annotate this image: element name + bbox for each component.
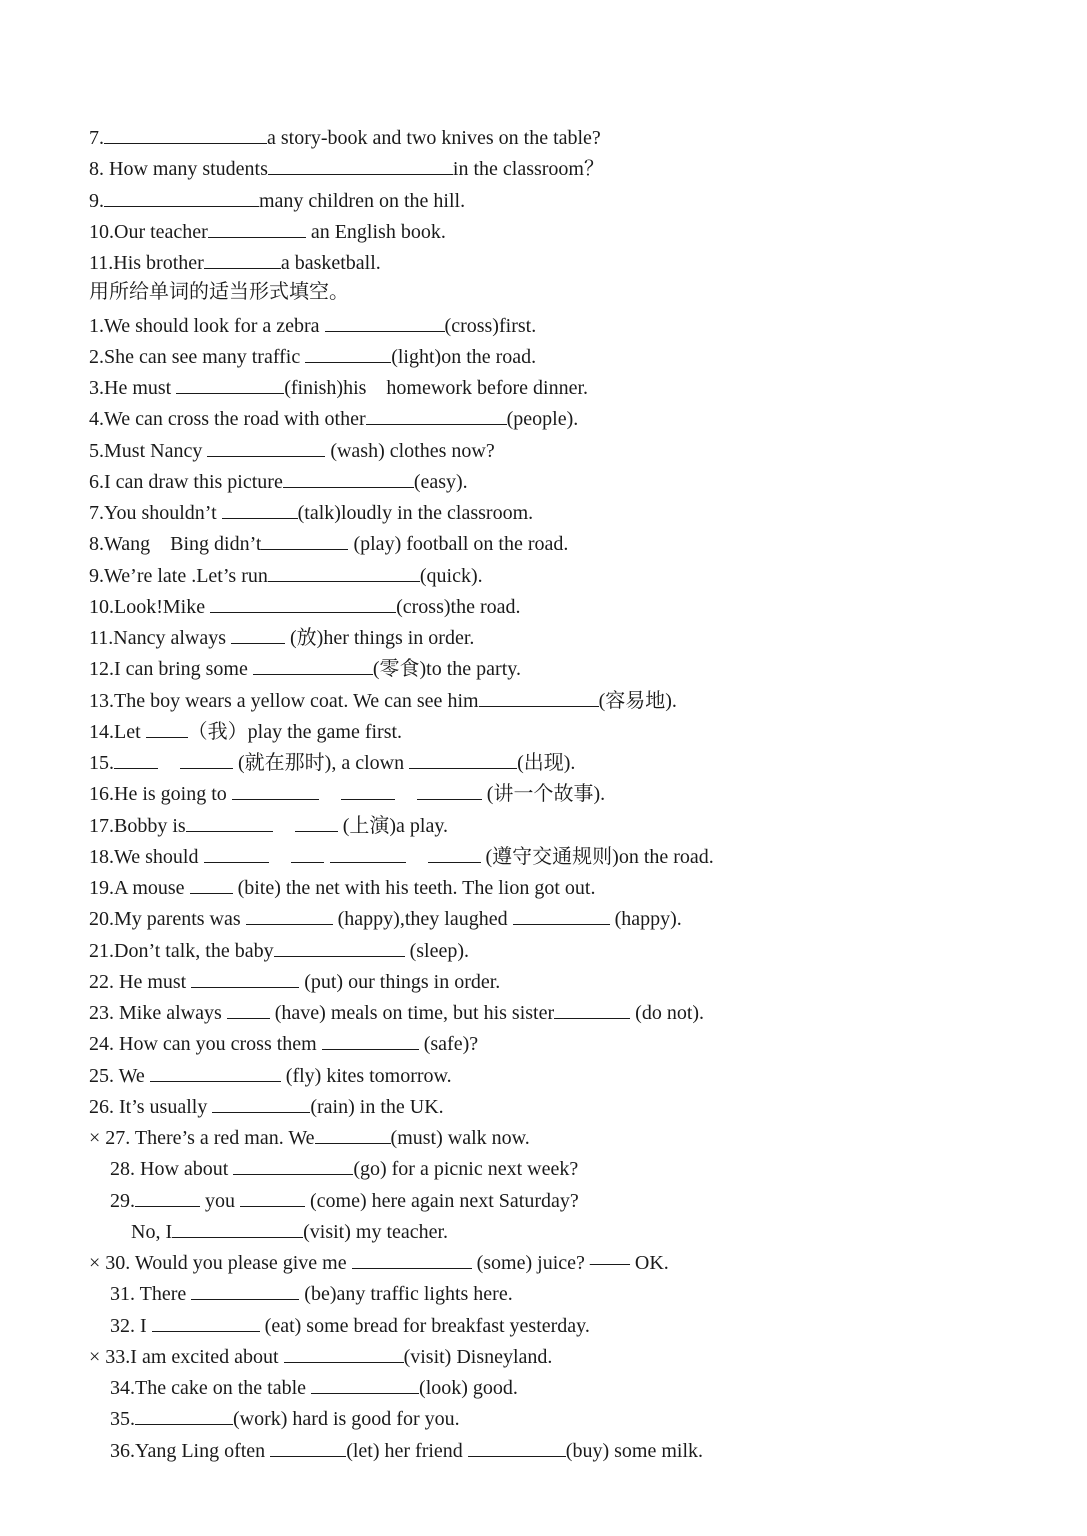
answer-blank[interactable] <box>208 218 306 238</box>
answer-blank[interactable] <box>207 437 325 457</box>
question-line: 2.She can see many traffic (light)on the road. <box>89 343 536 369</box>
question-line: 18.We should (遵守交通规则)on the road. <box>89 843 714 869</box>
question-line: 22. He must (put) our things in order. <box>89 968 500 994</box>
answer-blank[interactable] <box>246 905 333 925</box>
answer-blank[interactable] <box>295 812 338 832</box>
question-line: 10.Look!Mike (cross)the road. <box>89 593 521 619</box>
question-number: 11. <box>89 252 114 274</box>
answer-blank[interactable] <box>315 1124 391 1144</box>
answer-blank[interactable] <box>305 343 391 363</box>
question-number: 10. <box>89 221 114 243</box>
answer-blank[interactable] <box>554 999 630 1019</box>
answer-blank[interactable] <box>240 1187 305 1207</box>
question-line: 9.We’re late .Let’s run (quick). <box>89 562 483 588</box>
question-line: No, I (visit) my teacher. <box>131 1218 448 1244</box>
answer-blank[interactable] <box>222 499 298 519</box>
question-text: many children on the hill. <box>259 190 466 212</box>
question-text: an English book. <box>305 221 446 243</box>
question-line: 25. We (fly) kites tomorrow. <box>89 1062 452 1088</box>
question-line: 19.A mouse (bite) the net with his teeth. The lion got out. <box>89 874 595 900</box>
question-line: 14.Let （我）play the game first. <box>89 718 402 744</box>
answer-blank[interactable] <box>513 905 610 925</box>
answer-blank[interactable] <box>233 1155 353 1175</box>
question-text: a story-book and two knives on the table? <box>267 127 601 149</box>
question-line: × 33.I am excited about (visit) Disneyland. <box>89 1343 552 1369</box>
question-line: 20.My parents was (happy),they laughed (happy). <box>89 905 682 931</box>
question-number: 8. <box>89 158 109 180</box>
question-line: 7.You shouldn’t (talk)loudly in the classroom. <box>89 499 533 525</box>
answer-blank[interactable] <box>135 1405 233 1425</box>
question-line: 16.He is going to (讲一个故事). <box>89 780 605 806</box>
answer-blank[interactable] <box>352 1249 472 1269</box>
answer-blank[interactable] <box>322 1030 419 1050</box>
answer-blank[interactable] <box>268 562 420 582</box>
question-line: 35. (work) hard is good for you. <box>110 1405 460 1431</box>
answer-blank[interactable] <box>104 124 267 144</box>
answer-blank[interactable] <box>135 1187 200 1207</box>
question-line <box>89 155 604 181</box>
question-line: × 27. There’s a red man. We (must) walk now. <box>89 1124 530 1150</box>
answer-blank[interactable] <box>191 1280 299 1300</box>
question-number: 9. <box>89 190 104 212</box>
answer-blank[interactable] <box>186 812 273 832</box>
question-line: 26. It’s usually (rain) in the UK. <box>89 1093 444 1119</box>
answer-blank[interactable] <box>227 999 270 1019</box>
answer-blank[interactable] <box>428 843 481 863</box>
answer-blank[interactable] <box>311 1374 419 1394</box>
wrong-mark: × <box>89 1252 106 1274</box>
section-heading: 用所给单词的适当形式填空。 <box>89 281 349 303</box>
answer-blank[interactable] <box>210 593 396 613</box>
question-line: 11.Nancy always (放)her things in order. <box>89 624 474 650</box>
question-line: 32. I (eat) some bread for breakfast yesterday. <box>110 1312 590 1338</box>
answer-blank[interactable] <box>114 749 158 769</box>
answer-blank[interactable] <box>190 874 233 894</box>
answer-blank[interactable] <box>479 687 599 707</box>
answer-blank[interactable] <box>330 843 406 863</box>
question-line <box>89 187 465 213</box>
question-line <box>89 124 601 150</box>
question-line: 34.The cake on the table (look) good. <box>110 1374 518 1400</box>
answer-blank[interactable] <box>468 1437 566 1457</box>
answer-blank[interactable] <box>146 718 188 738</box>
answer-blank[interactable] <box>191 968 299 988</box>
question-line: 15. (就在那时), a clown (出现). <box>89 749 575 775</box>
answer-blank[interactable] <box>204 249 281 269</box>
question-line: 12.I can bring some (零食)to the party. <box>89 655 521 681</box>
question-line: 1.We should look for a zebra (cross)first. <box>89 312 536 338</box>
question-text: in the classroom？ <box>452 158 604 180</box>
question-line: 36.Yang Ling often (let) her friend (buy) some milk. <box>110 1437 703 1463</box>
question-line: 8.Wang Bing didn’t (play) football on the road. <box>89 530 568 556</box>
question-line: 28. How about (go) for a picnic next week? <box>110 1155 578 1181</box>
question-line: 17.Bobby is (上演)a play. <box>89 812 448 838</box>
answer-blank[interactable] <box>417 780 482 800</box>
answer-blank[interactable] <box>270 1437 346 1457</box>
question-number: 7. <box>89 127 104 149</box>
question-text: How many students <box>109 158 268 180</box>
question-text: Our teacher <box>114 221 208 243</box>
answer-blank[interactable] <box>325 312 445 332</box>
answer-blank[interactable] <box>204 843 269 863</box>
answer-blank[interactable] <box>409 749 517 769</box>
answer-blank[interactable] <box>172 1218 303 1238</box>
answer-blank[interactable] <box>268 155 453 175</box>
answer-blank[interactable] <box>283 468 414 488</box>
question-line: 29. you (come) here again next Saturday? <box>110 1187 579 1213</box>
question-line: 5.Must Nancy (wash) clothes now? <box>89 437 495 463</box>
question-line: 13.The boy wears a yellow coat. We can see him (容易地). <box>89 687 677 713</box>
answer-blank[interactable] <box>150 1062 281 1082</box>
question-line: 31. There (be)any traffic lights here. <box>110 1280 513 1306</box>
answer-blank[interactable] <box>180 749 233 769</box>
answer-blank[interactable] <box>152 1312 260 1332</box>
wrong-mark: × <box>89 1127 106 1149</box>
question-line: 4.We can cross the road with other (people). <box>89 405 578 431</box>
answer-blank[interactable] <box>176 374 284 394</box>
wrong-mark: × <box>89 1346 106 1368</box>
question-line <box>89 249 381 275</box>
answer-blank[interactable] <box>231 624 285 644</box>
answer-blank[interactable] <box>341 780 395 800</box>
answer-blank[interactable] <box>261 530 348 550</box>
answer-blank[interactable] <box>291 843 324 863</box>
answer-blank[interactable] <box>253 655 373 675</box>
question-line: 21.Don’t talk, the baby (sleep). <box>89 937 469 963</box>
question-line: × 30. Would you please give me (some) juice? —— OK. <box>89 1249 669 1275</box>
answer-blank[interactable] <box>104 187 259 207</box>
answer-blank[interactable] <box>274 937 405 957</box>
question-line <box>89 218 446 244</box>
question-line: 24. How can you cross them (safe)? <box>89 1030 478 1056</box>
answer-blank[interactable] <box>284 1343 404 1363</box>
question-text: His brother <box>113 252 204 274</box>
answer-blank[interactable] <box>232 780 319 800</box>
question-line: 6.I can draw this picture (easy). <box>89 468 468 494</box>
question-line: 3.He must (finish)his homework before dinner. <box>89 374 588 400</box>
answer-blank[interactable] <box>212 1093 310 1113</box>
question-text: a basketball. <box>280 252 381 274</box>
answer-blank[interactable] <box>366 405 507 425</box>
question-line: 23. Mike always (have) meals on time, but his sister (do not). <box>89 999 704 1025</box>
